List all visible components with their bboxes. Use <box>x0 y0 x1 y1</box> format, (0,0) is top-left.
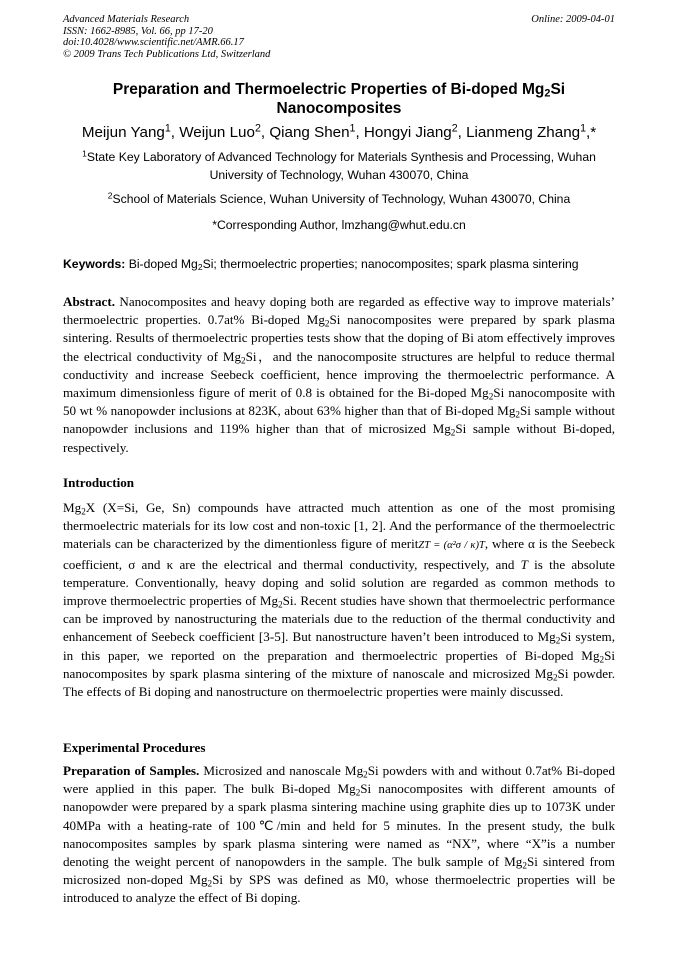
experimental-heading: Experimental Procedures <box>63 740 206 755</box>
journal-doi: doi:10.4028/www.scientific.net/AMR.66.17 <box>63 37 244 49</box>
zt-equation: ZT = (α²σ / κ)T <box>418 540 485 552</box>
affiliation-2: $^2$School of Materials Science, Wuhan University of Technology, Wuhan 430070, China <box>107 190 571 206</box>
keywords: Keywords: Bi-doped $Mg_2Si$; thermoelectric properties; nanocomposites; spark plasma sintering <box>63 257 579 273</box>
introduction-heading: Introduction <box>63 475 135 490</box>
corresponding-author: *Corresponding Author, lmzhang@whut.edu.cn <box>212 218 466 232</box>
preparation-label: Preparation of Samples. <box>63 763 200 778</box>
author: Meijun Yang$^1$, <box>81 122 180 141</box>
author-list <box>63 123 615 142</box>
affiliation-1: $^1$State Key Laboratory of Advanced Technology for Materials Synthesis and Processing, Wuhan University of Technology, Wuhan 430070, China <box>82 148 596 182</box>
journal-issn: ISSN: 1662-8985, Vol. 66, pp 17-20 <box>63 25 213 37</box>
author: Lianmeng Zhang$^1$,* <box>466 122 597 141</box>
author: Hongyi Jiang$^2$, <box>363 122 467 141</box>
author: Qiang Shen$^1$, <box>269 122 364 141</box>
online-date: Online: 2009-04-01 <box>531 14 615 25</box>
experimental-paragraph: Preparation of Samples. Microsized and nanoscale $Mg_2Si$ powders with and without 0.7at% Bi-doped were applied in this paper. The bulk Bi-doped $Mg_2Si$ nanocomposites with different amounts of nanopowder were prepared by a spark plasma sintering machine using graphite dies up to 1073K under 40MPa with a heating-rate of 100℃/min and held for 5 minutes. In the present study, the bulk nanocomposites samples by spark plasma sintering were named as “NX”, where “X”is a number denoting the weight percent of nanopowders in the sample. The bulk sample of $Mg_2Si$ sintered from microsized non-doped $Mg_2Si$ by SPS was defined as M0, whose thermoelectric properties will be introduced to analyze the effect of Bi doping. <box>63 763 615 906</box>
journal-copyright: © 2009 Trans Tech Publications Ltd, Switzerland <box>63 48 271 60</box>
author: Weijun Luo$^2$, <box>179 122 270 141</box>
abstract: Abstract. Nanocomposites and heavy doping both are regarded as effective way to improve materials’ thermoelectric properties. 0.7at% Bi-doped $Mg_2Si$ nanocomposites were prepared by spark plasma sintering. Results of thermoelectric properties tests show that the doping of Bi atom effectively improves the electrical conductivity of $Mg_2Si$，and the nanocomposite structures are helpful to reduce thermal conductivity and increase Seebeck coefficient, hence improving the thermoelectric performance. A maximum dimensionless figure of merit of 0.8 is obtained for the Bi-doped $Mg_2Si$ nanocomposite with 50 wt % nanopowder inclusions at 823K, about 63% higher than that of Bi-doped $Mg_2Si$ sample without nanopowder inclusions and 119% higher than that of microsized $Mg_2Si$ sample without Bi-doped, respectively. <box>63 294 615 455</box>
journal-header <box>63 14 615 60</box>
journal-name: Advanced Materials Research <box>63 14 190 25</box>
introduction-paragraph: $Mg_2X$ (X=Si, Ge, Sn) compounds have attracted much attention as one of the most promising thermoelectric materials for its low cost and non-toxic [1, 2]. And the performance of the thermoelectric materials can be characterized by the dimentionless figure of meritZT = (α²σ / κ)T, where α is the Seebeck coefficient, σ and κ are the electrical and thermal conductivity, respectively, and T is the absolute temperature. Conventionally, heavy doping and solid solution are regarded as common methods to improve thermoelectric properties of $Mg_2Si$. Recent studies have shown that thermoelectric performance can be improved by nanostructuring the materials due to the reduction of the thermal conductivity and enhancement of Seebeck coefficient [3-5]. But nanostructure haven’t been introduced to $Mg_2Si$ system, in this paper, we reported on the preparation and thermoelectric properties of Bi-doped $Mg_2Si$ nanocomposites by spark plasma sintering of the mixture of nanoscale and microsized $Mg_2Si$ powder. The effects of Bi doping and nanostructure on thermoelectric properties were mainly discussed. <box>63 500 616 700</box>
paper-title: Preparation and Thermoelectric Properties of Bi-doped $Mg_2Si$ Nanocomposites <box>112 81 566 117</box>
abstract-label: Abstract. <box>63 294 115 309</box>
